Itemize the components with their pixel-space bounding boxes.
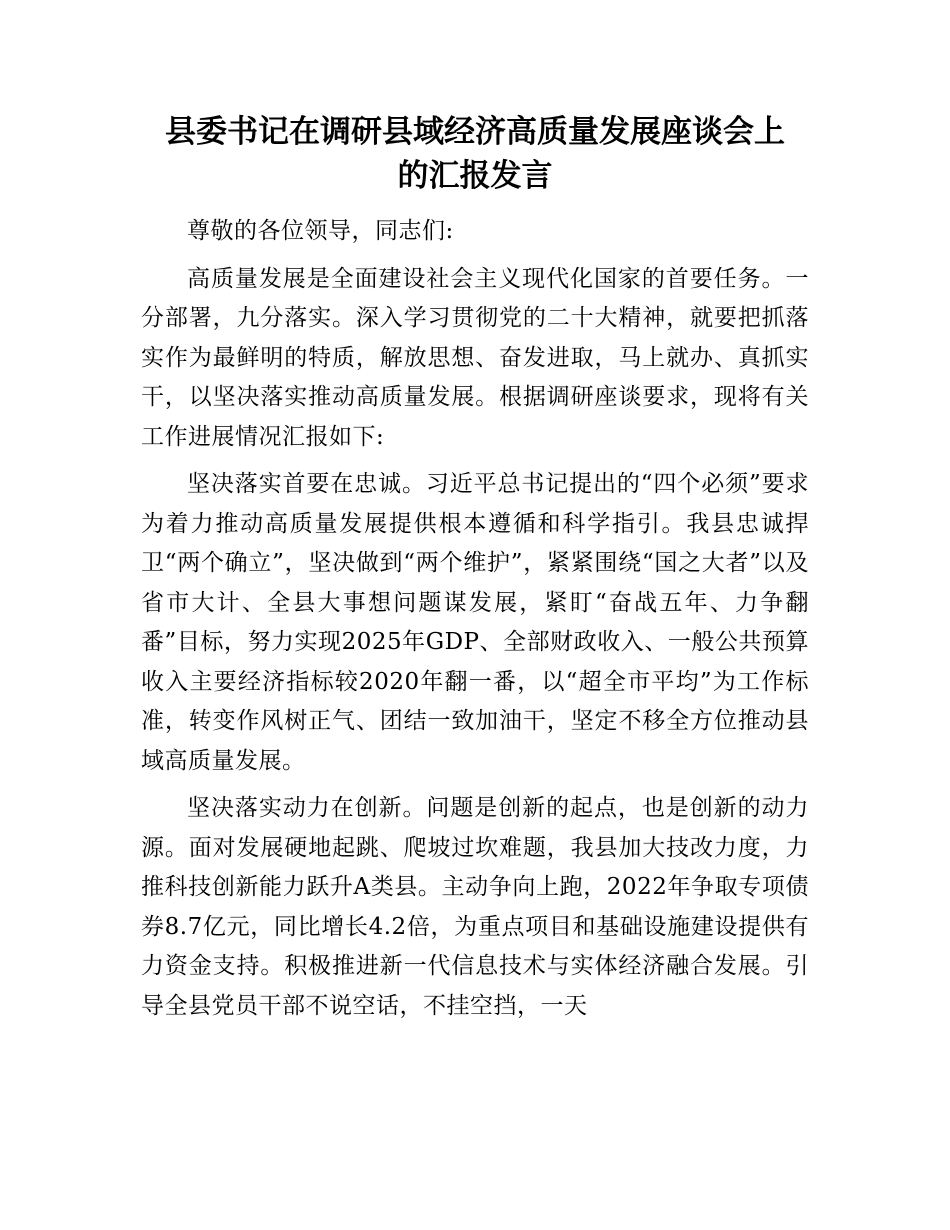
title-line-1: 县委书记在调研县域经济高质量发展座谈会上 — [165, 114, 785, 150]
salutation: 尊敬的各位领导，同志们: — [187, 218, 454, 244]
paragraph-intro: 高质量发展是全面建设社会主义现代化国家的首要任务。一分部署，九分落实。深入学习贯彻党的二十大精神，就要把抓落实作为最鲜明的特质，解放思想、奋发进取，马上就办、真抓实干，以坚决落实推动高质量发展。根据调研座谈要求，现将有关工作进展情况汇报如下: — [141, 265, 809, 450]
paragraph-innovation: 坚决落实动力在创新。问题是创新的起点，也是创新的动力源。面对发展硬地起跳、爬坡过坎难题，我县加大技改力度，力推科技创新能力跃升A类县。主动争向上跑，2022年争取专项债券8.7亿元，同比增长4.2倍，为重点项目和基础设施建设提供有力资金支持。积极推进新一代信息技术与实体经济融合发展。引导全县党员干部不说空话，不挂空挡，一天 — [141, 795, 809, 1019]
document-page — [141, 110, 809, 1034]
paragraph-loyalty: 坚决落实首要在忠诚。习近平总书记提出的“四个必须”要求为着力推动高质量发展提供根本遵循和科学指引。我县忠诚捍卫“两个确立”，坚决做到“两个维护”，紧紧围绕“国之大者”以及省市大计、全县大事想问题谋发展，紧盯“奋战五年、力争翻番”目标，努力实现2025年GDP、全部财政收入、一般公共预算收入主要经济指标较2020年翻一番，以“超全市平均”为工作标准，转变作风树正气、团结一致加油干，坚定不移全方位推动县域高质量发展。 — [141, 471, 809, 774]
title-line-2: 的汇报发言 — [397, 158, 553, 194]
document-title — [141, 110, 809, 198]
